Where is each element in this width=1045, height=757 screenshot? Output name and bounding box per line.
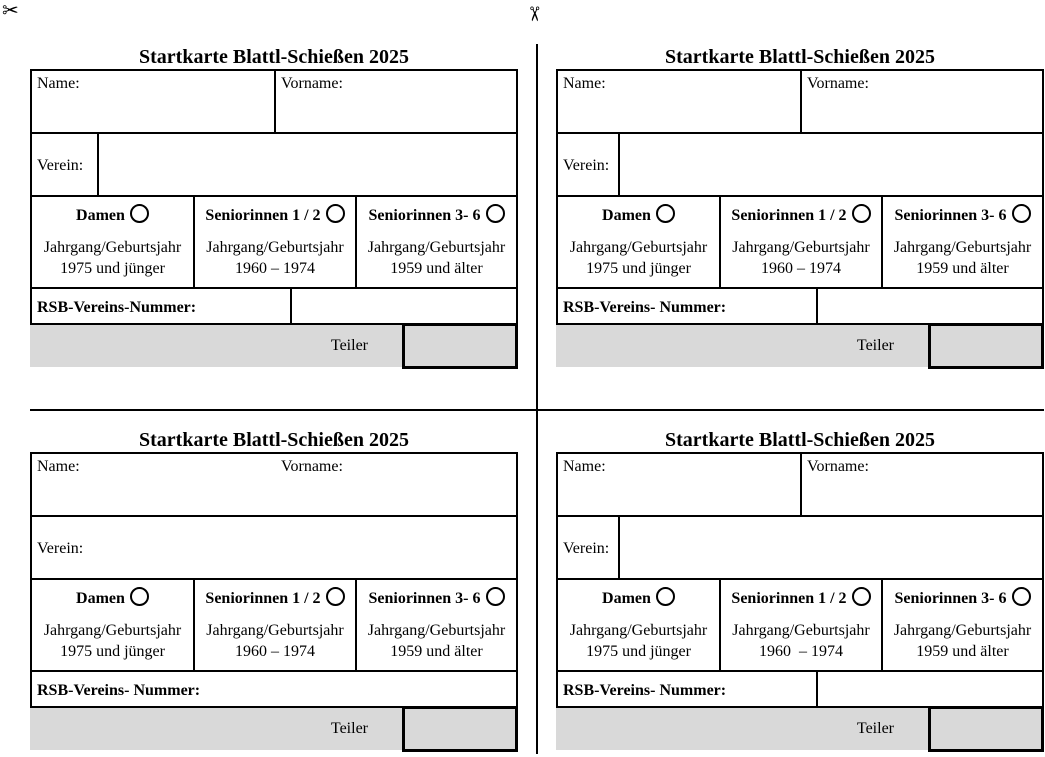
category-line1: Jahrgang/Geburtsjahr: [732, 239, 870, 256]
checkbox-circle-icon[interactable]: [326, 587, 345, 606]
vertical-cut-line: [536, 44, 538, 754]
name-divider: [274, 71, 276, 134]
vorname-label: Vorname:: [807, 75, 869, 92]
category-damen: [558, 580, 719, 672]
verein-divider: [618, 134, 620, 197]
category-line2: 1975 und jünger: [60, 643, 165, 660]
scissors-icon: ✂: [522, 5, 547, 23]
category-line1: Jahrgang/Geburtsjahr: [732, 622, 870, 639]
card-title: Startkarte Blattl-Schießen 2025: [665, 46, 935, 68]
name-row: [558, 71, 1042, 134]
category-line1: Jahrgang/Geburtsjahr: [43, 622, 182, 639]
rsb-label: RSB-Vereins- Nummer:: [563, 682, 727, 699]
name-divider: [800, 454, 802, 517]
checkbox-circle-icon[interactable]: [130, 204, 149, 223]
teiler-bar: [30, 325, 404, 367]
teiler-label: Teiler: [856, 720, 894, 737]
teiler-box[interactable]: [402, 706, 518, 752]
scissors-icon: ✂: [2, 0, 19, 22]
checkbox-circle-icon[interactable]: [486, 204, 505, 223]
verein-row: [558, 134, 1042, 197]
category-seniorinnen-1-2: [721, 197, 881, 289]
card-form: [30, 452, 518, 708]
verein-label: Verein:: [563, 157, 610, 174]
category-name: Seniorinnen 3- 6: [894, 590, 1007, 607]
name-label: Name:: [563, 75, 606, 92]
verein-label: Verein:: [37, 157, 84, 174]
checkbox-circle-icon[interactable]: [326, 204, 345, 223]
category-name: Seniorinnen 1 / 2: [731, 207, 847, 224]
rsb-row: [32, 672, 516, 708]
verein-row: [558, 517, 1042, 580]
verein-label: Verein:: [563, 540, 610, 557]
category-line2: 1959 und älter: [390, 260, 483, 277]
category-seniorinnen-3-6: [357, 580, 516, 672]
category-line2: 1960 – 1974: [761, 260, 841, 277]
category-damen: [558, 197, 719, 289]
category-seniorinnen-1-2: [195, 197, 355, 289]
rsb-row: [558, 289, 1042, 325]
rsb-row: [32, 289, 516, 325]
category-line2: 1959 und älter: [916, 643, 1009, 660]
category-name: Seniorinnen 3- 6: [368, 207, 481, 224]
category-seniorinnen-3-6: [883, 197, 1042, 289]
category-line1: Jahrgang/Geburtsjahr: [569, 622, 708, 639]
verein-label: Verein:: [37, 540, 84, 557]
category-name: Seniorinnen 1 / 2: [731, 590, 847, 607]
category-line2: 1959 und älter: [390, 643, 483, 660]
rsb-row: [558, 672, 1042, 708]
category-row: [32, 197, 516, 289]
teiler-label: Teiler: [330, 337, 368, 354]
start-card-top-left: [30, 45, 518, 365]
start-card-bottom-right: [556, 428, 1044, 748]
teiler-label: Teiler: [856, 337, 894, 354]
category-name: Seniorinnen 3- 6: [894, 207, 1007, 224]
teiler-box[interactable]: [928, 323, 1044, 369]
checkbox-circle-icon[interactable]: [852, 587, 871, 606]
start-card-top-right: [556, 45, 1044, 365]
verein-row: [32, 517, 516, 580]
name-row: [32, 454, 516, 517]
category-line1: Jahrgang/Geburtsjahr: [43, 239, 182, 256]
card-form: [30, 69, 518, 325]
name-divider: [800, 71, 802, 134]
teiler-bar: [556, 708, 930, 750]
category-seniorinnen-1-2: [195, 580, 355, 672]
card-title: Startkarte Blattl-Schießen 2025: [139, 429, 409, 451]
rsb-divider: [816, 672, 818, 710]
category-row: [558, 580, 1042, 672]
category-line1: Jahrgang/Geburtsjahr: [367, 239, 506, 256]
checkbox-circle-icon[interactable]: [1012, 587, 1031, 606]
teiler-bar: [30, 708, 404, 750]
horizontal-cut-line: [30, 409, 1044, 411]
checkbox-circle-icon[interactable]: [486, 587, 505, 606]
category-seniorinnen-3-6: [357, 197, 516, 289]
vorname-label: Vorname:: [281, 458, 343, 475]
category-line2: 1975 und jünger: [586, 643, 691, 660]
verein-divider: [97, 134, 99, 197]
category-seniorinnen-3-6: [883, 580, 1042, 672]
card-title: Startkarte Blattl-Schießen 2025: [139, 46, 409, 68]
name-label: Name:: [563, 458, 606, 475]
rsb-divider: [816, 289, 818, 327]
rsb-label: RSB-Vereins- Nummer:: [563, 299, 727, 316]
category-line1: Jahrgang/Geburtsjahr: [569, 239, 708, 256]
name-row: [32, 71, 516, 134]
category-line2: 1975 und jünger: [60, 260, 165, 277]
verein-row: [32, 134, 516, 197]
checkbox-circle-icon[interactable]: [1012, 204, 1031, 223]
category-line1: Jahrgang/Geburtsjahr: [893, 622, 1032, 639]
name-label: Name:: [37, 458, 80, 475]
checkbox-circle-icon[interactable]: [656, 587, 675, 606]
category-line1: Jahrgang/Geburtsjahr: [893, 239, 1032, 256]
category-line2: 1960 – 1974: [235, 643, 315, 660]
verein-divider: [618, 517, 620, 580]
category-seniorinnen-1-2: [721, 580, 881, 672]
card-title: Startkarte Blattl-Schießen 2025: [665, 429, 935, 451]
category-name: Seniorinnen 1 / 2: [205, 590, 321, 607]
category-line1: Jahrgang/Geburtsjahr: [367, 622, 506, 639]
rsb-label: RSB-Vereins- Nummer:: [37, 682, 201, 699]
checkbox-circle-icon[interactable]: [130, 587, 149, 606]
category-line2: 1959 und älter: [916, 260, 1009, 277]
category-row: [558, 197, 1042, 289]
category-line1: Jahrgang/Geburtsjahr: [206, 622, 344, 639]
category-damen: [32, 197, 193, 289]
category-name: Seniorinnen 1 / 2: [205, 207, 321, 224]
category-line2: 1960 – 1974: [759, 643, 843, 660]
teiler-bar: [556, 325, 930, 367]
category-name: Damen: [602, 590, 651, 607]
category-name: Damen: [76, 590, 125, 607]
category-damen: [32, 580, 193, 672]
category-name: Damen: [76, 207, 125, 224]
teiler-label: Teiler: [330, 720, 368, 737]
card-form: [556, 452, 1044, 708]
card-form: [556, 69, 1044, 325]
category-line2: 1975 und jünger: [586, 260, 691, 277]
rsb-label: RSB-Vereins-Nummer:: [37, 299, 197, 316]
checkbox-circle-icon[interactable]: [852, 204, 871, 223]
category-row: [32, 580, 516, 672]
name-label: Name:: [37, 75, 80, 92]
rsb-divider: [290, 289, 292, 327]
category-name: Seniorinnen 3- 6: [368, 590, 481, 607]
category-line1: Jahrgang/Geburtsjahr: [206, 239, 344, 256]
name-row: [558, 454, 1042, 517]
teiler-box[interactable]: [928, 706, 1044, 752]
vorname-label: Vorname:: [807, 458, 869, 475]
teiler-box[interactable]: [402, 323, 518, 369]
start-card-bottom-left: [30, 428, 518, 748]
vorname-label: Vorname:: [281, 75, 343, 92]
category-name: Damen: [602, 207, 651, 224]
checkbox-circle-icon[interactable]: [656, 204, 675, 223]
category-line2: 1960 – 1974: [235, 260, 315, 277]
